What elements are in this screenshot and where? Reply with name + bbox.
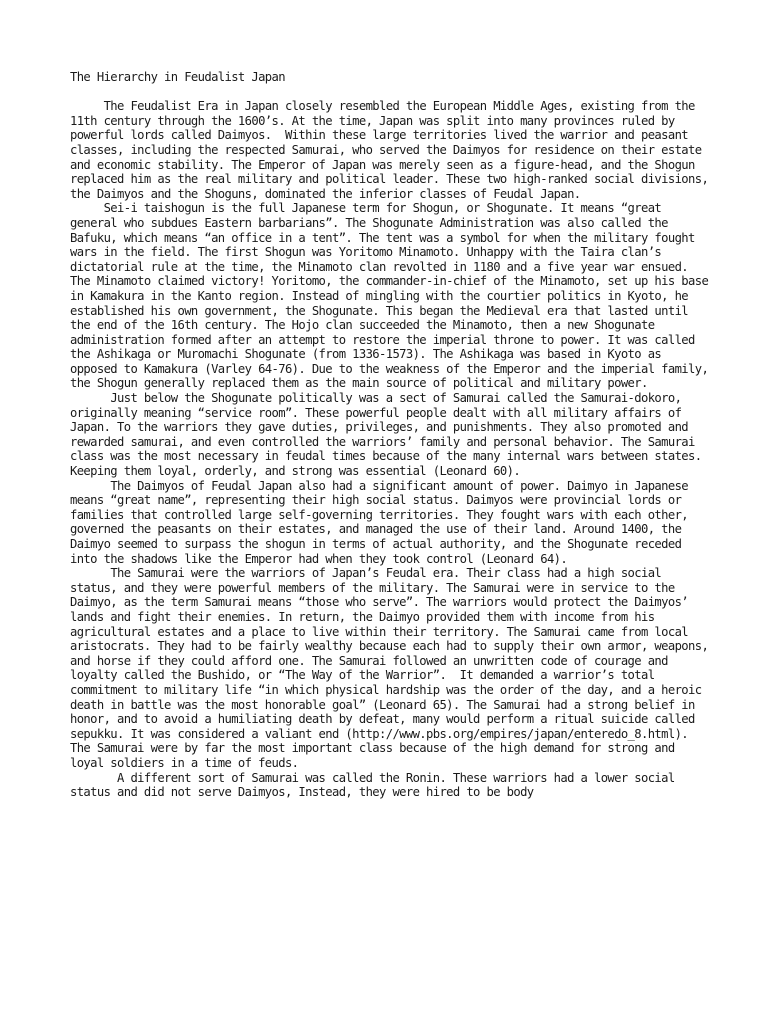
paragraph-intro: The Feudalist Era in Japan closely resembled the European Middle Ages, existing from the 11th century through the 1600’s. At the time, Japan was split into many provinces ruled by powerful lords called Daimyos. Within these large territories lived the warrior and peasant classes, including the respected Samurai, who served the Daimyos for residence on their estate and economic stability. The Emperor of Japan was merely seen as a figure-head, and the Shogun replaced him as the real military and political leader. These two high-ranked social divisions, the Daimyos and the Shoguns, dominated the inferior classes of Feudal Japan. [70,99,715,201]
paragraph-samurai-dokoro: Just below the Shogunate politically was a sect of Samurai called the Samurai-dokoro, originally meaning “service room”. These powerful people dealt with all military affairs of Japan. To the warriors they gave duties, privileges, and punishments. They also promoted and rewarded samurai, and even controlled the warriors’ family and personal behavior. The Samurai class was the most necessary in feudal times because of the many internal wars between states. Keeping them loyal, orderly, and strong was essential (Leonard 60). [70,391,709,479]
document-page [70,70,715,800]
paragraph-shogun: Sei-i taishogun is the full Japanese term for Shogun, or Shogunate. It means “great general who subdues Eastern barbarians”. The Shogunate Administration was also called the Bafuku, which means “an office in a tent”. The tent was a symbol for when the military fought wars in the field. The first Shogun was Yoritomo Minamoto. Unhappy with the Taira clan’s dictatorial rule at the time, the Minamoto clan revolted in 1180 and a five year war ensued. The Minamoto claimed victory! Yoritomo, the commander-in-chief of the Minamoto, set up his base in Kamakura in the Kanto region. Instead of mingling with the courtier politics in Kyoto, he established his own government, the Shogunate. This began the Medieval era that lasted until the end of the 16th century. The Hojo clan succeeded the Minamoto, then a new Shogunate administration formed after an attempt to restore the imperial throne to power. It was called the Ashikaga or Muromachi Shogunate (from 1336-1573). The Ashikaga was based in Kyoto as opposed to Kamakura (Varley 64-76). Due to the weakness of the Emperor and the imperial family, the Shogun generally replaced them as the main source of political and military power. [70,201,715,391]
document-title: The Hierarchy in Feudalist Japan [70,70,285,84]
paragraph-daimyos: The Daimyos of Feudal Japan also had a significant amount of power. Daimyo in Japanese means “great name”, representing their high social status. Daimyos were provincial lords or families that controlled large self-governing territories. They fought wars with each other, governed the peasants on their estates, and managed the use of their land. Around 1400, the Daimyo seemed to surpass the shogun in terms of actual authority, and the Shogunate receded into the shadows like the Emperor had when they took control (Leonard 64). [70,478,695,566]
paragraph-ronin: A different sort of Samurai was called the Ronin. These warriors had a lower social status and did not serve Daimyos, Instead, they were hired to be body [70,770,682,800]
paragraph-samurai: The Samurai were the warriors of Japan’s Feudal era. Their class had a high social status, and they were powerful members of the military. The Samurai were in service to the Daimyo, as the term Samurai means “those who serve”. The warriors would protect the Daimyos’ lands and fight their enemies. In return, the Daimyo provided them with income from his agricultural estates and a place to live within their territory. The Samurai came from local aristocrats. They had to be fairly wealthy because each had to supply their own armor, weapons, and horse if they could afford one. The Samurai followed an unwritten code of courage and loyalty called the Bushido, or “The Way of the Warrior”. It demanded a warrior’s total commitment to military life “in which physical hardship was the order of the day, and a heroic death in battle was the most honorable goal” (Leonard 65). The Samurai had a strong belief in honor, and to avoid a humiliating death by defeat, many would perform a ritual suicide called sepukku. It was considered a valiant end (http://www.pbs.org/empires/japan/enteredo_8.html). The Samurai were by far the most important class because of the high demand for strong and loyal soldiers in a time of feuds. [70,566,715,770]
